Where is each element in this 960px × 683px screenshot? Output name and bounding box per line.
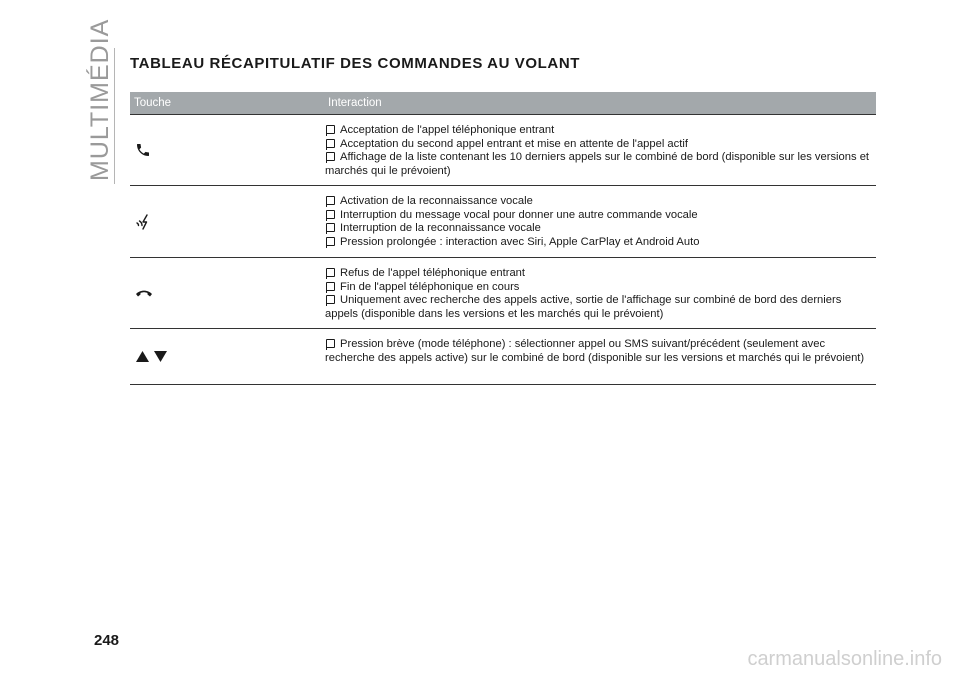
list-item: Pression prolongée : interaction avec Siri, Apple CarPlay et Android Auto — [325, 236, 872, 250]
icon-cell — [130, 186, 325, 257]
up-down-arrows-icon — [135, 350, 169, 363]
bullet-icon — [326, 237, 335, 246]
list-item: Refus de l'appel téléphonique entrant — [325, 267, 872, 281]
table-row — [130, 114, 876, 186]
list-item: Acceptation de l'appel téléphonique entrant — [325, 124, 872, 138]
list-item: Acceptation du second appel entrant et mise en attente de l'appel actif — [325, 138, 872, 152]
bullet-icon — [326, 139, 335, 148]
bullet-icon — [326, 152, 335, 161]
list-item: Activation de la reconnaissance vocale — [325, 195, 872, 209]
list-item: Affichage de la liste contenant les 10 derniers appels sur le combiné de bord (disponible sur les versions et marchés qui le prévoient) — [325, 151, 870, 177]
phone-hangup-icon — [135, 288, 153, 298]
bullet-icon — [326, 223, 335, 232]
list-item: Uniquement avec recherche des appels active, sortie de l'affichage sur combiné de bord des derniers appels (disponible dans les versions et les marchés qui le prévoient) — [325, 294, 842, 320]
page-number: 248 — [94, 632, 120, 649]
bullet-icon — [326, 282, 335, 291]
voice-command-icon — [135, 213, 151, 231]
bullet-icon — [326, 196, 335, 205]
phone-answer-icon — [135, 142, 151, 158]
list-item: Fin de l'appel téléphonique en cours — [325, 281, 872, 295]
section-side-label: MULTIMÉDIA — [86, 18, 114, 181]
interaction-cell — [325, 329, 876, 384]
table-row — [130, 258, 876, 329]
bullet-icon — [326, 268, 335, 277]
icon-cell — [130, 329, 325, 384]
header-interaction: Interaction — [328, 97, 382, 109]
icon-cell — [130, 115, 325, 185]
bullet-icon — [326, 295, 335, 304]
watermark: carmanualsonline.info — [747, 648, 942, 670]
controls-table — [130, 92, 876, 385]
bullet-icon — [326, 210, 335, 219]
interaction-cell — [325, 258, 876, 328]
list-item: Pression brève (mode téléphone) : sélectionner appel ou SMS suivant/précédent (seulement avec recherche des appels active) sur le combiné de bord (disponible sur les versions et marchés qui le prévoient) — [325, 338, 865, 364]
side-divider — [114, 48, 115, 184]
interaction-cell — [325, 186, 876, 257]
table-header — [130, 92, 876, 114]
header-touche: Touche — [134, 97, 172, 109]
page-title: TABLEAU RÉCAPITULATIF DES COMMANDES AU VOLANT — [130, 55, 581, 72]
bullet-icon — [326, 339, 335, 348]
icon-cell — [130, 258, 325, 328]
table-row — [130, 186, 876, 258]
bullet-icon — [326, 125, 335, 134]
list-item: Interruption de la reconnaissance vocale — [325, 222, 872, 236]
table-row — [130, 329, 876, 385]
list-item: Interruption du message vocal pour donner une autre commande vocale — [325, 209, 872, 223]
interaction-cell — [325, 115, 876, 185]
